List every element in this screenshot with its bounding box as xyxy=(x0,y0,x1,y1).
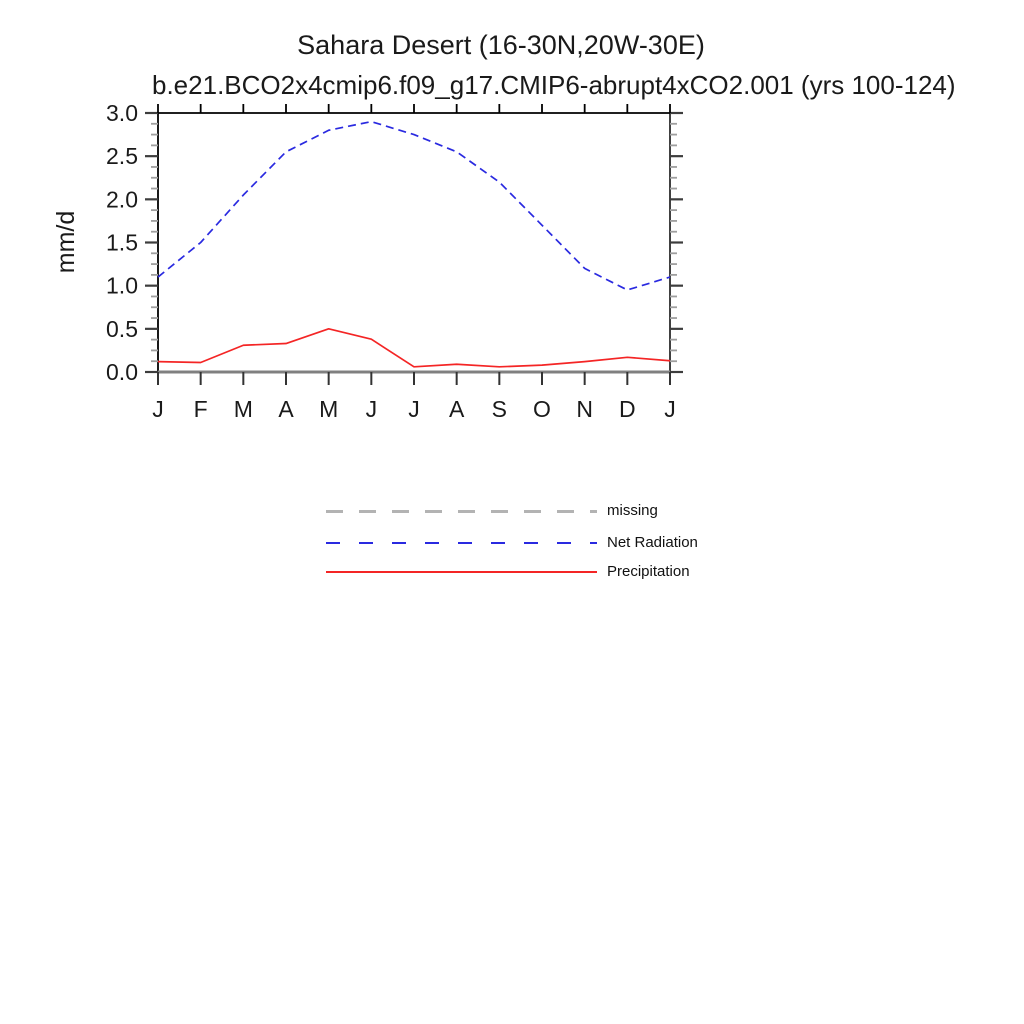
y-axis-label: mm/d xyxy=(52,210,80,274)
x-tick-label: A xyxy=(448,396,465,422)
y-tick-label: 3.0 xyxy=(106,100,138,126)
legend-label: Precipitation xyxy=(607,563,690,580)
x-tick-label: J xyxy=(664,396,676,422)
x-tick-label: M xyxy=(319,396,339,422)
y-tick-label: 2.0 xyxy=(106,186,138,213)
x-tick-label: F xyxy=(193,396,208,422)
chart-title: Sahara Desert (16-30N,20W-30E) xyxy=(297,30,705,60)
y-tick-label: 1.5 xyxy=(106,229,138,256)
legend-line-precipitation xyxy=(326,571,597,572)
x-tick-label: D xyxy=(619,396,636,422)
chart-subtitle: b.e21.BCO2x4cmip6.f09_g17.CMIP6-abrupt4xCO2.001 (yrs 100-124) xyxy=(152,70,956,100)
y-tick-label: 0.0 xyxy=(106,359,138,385)
legend-item-precipitation xyxy=(326,563,690,581)
legend-line-missing xyxy=(326,510,597,513)
y-tick-label: 1.0 xyxy=(106,272,138,299)
x-tick-label: J xyxy=(365,396,378,422)
y-tick-label: 0.5 xyxy=(106,315,138,342)
legend-item-net-radiation xyxy=(326,534,698,552)
y-tick-label: 2.5 xyxy=(106,143,138,170)
x-tick-label: A xyxy=(278,396,294,422)
x-tick-label: N xyxy=(576,396,593,422)
legend-line-net-radiation xyxy=(326,542,597,544)
x-tick-label: M xyxy=(233,396,253,422)
x-tick-label: J xyxy=(408,396,420,422)
legend-item-missing xyxy=(326,502,658,520)
x-tick-label: O xyxy=(533,396,551,422)
legend-label: missing xyxy=(607,502,658,519)
net-radiation-line xyxy=(158,122,670,290)
x-tick-label: J xyxy=(152,396,164,422)
legend-label: Net Radiation xyxy=(607,534,698,551)
x-tick-label: S xyxy=(491,396,508,422)
precipitation-line xyxy=(158,329,670,367)
